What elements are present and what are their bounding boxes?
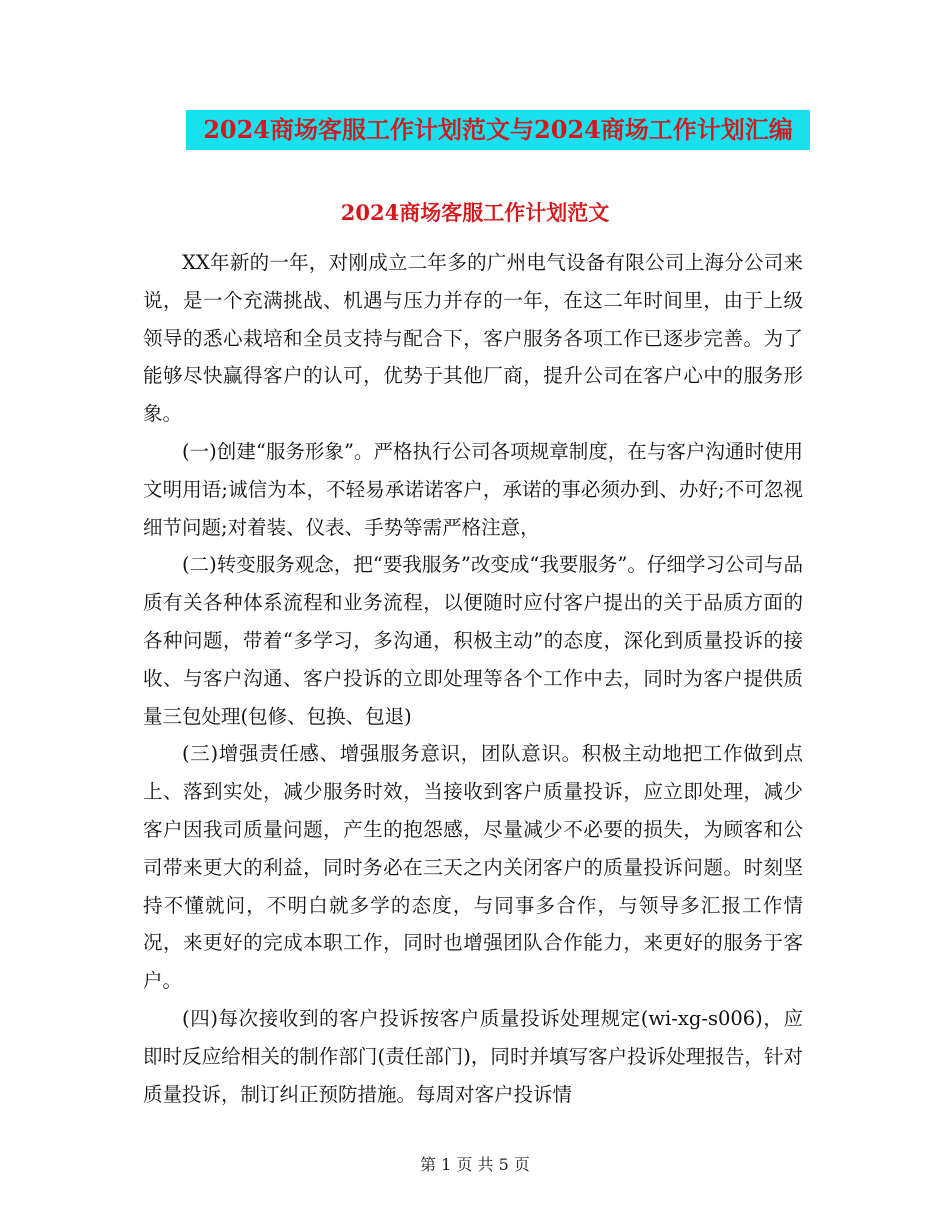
body-paragraph-2: (二)转变服务观念，把“要我服务”改变成“我要服务”。仔细学习公司与品质有关各种体系流程和业务流程，以便随时应付客户提出的关于品质方面的各种问题，带着“多学习，多沟通，积极主动”的态度，深化到质量投诉的接收、与客户沟通、客户投诉的立即处理等各个工作中去，同时为客户提供质量三包处理(包修、包换、包退) bbox=[143, 553, 803, 728]
body-paragraph-1: (一)创建“服务形象”。严格执行公司各项规章制度，在与客户沟通时使用文明用语;诚信为本，不轻易承诺诺客户，承诺的事必须办到、办好;不可忽视细节问题;对着装、仪表、手势等需严格注意， bbox=[143, 439, 803, 539]
body-paragraph-intro: XX年新的一年，对刚成立二年多的广州电气设备有限公司上海分公司来说，是一个充满挑战、机遇与压力并存的一年，在这二年时间里，由于上级领导的悉心栽培和全员支持与配合下，客户服务各项工作已逐步完善。为了能够尽快赢得客户的认可，优势于其他厂商，提升公司在客户心中的服务形象。 bbox=[143, 251, 803, 426]
body-paragraph-3: (三)增强责任感、增强服务意识，团队意识。积极主动地把工作做到点上、落到实处，减少服务时效，当接收到客户质量投诉，应立即处理，减少客户因我司质量问题，产生的抱怨感，尽量减少不必要的损失，为顾客和公司带来更大的利益，同时务必在三天之内关闭客户的质量投诉问题。时刻坚持不懂就问，不明白就多学的态度，与同事多合作，与领导多汇报工作情况，来更好的完成本职工作，同时也增强团队合作能力，来更好的服务于客户。 bbox=[143, 742, 803, 993]
document-section-title: 2024商场客服工作计划范文 bbox=[340, 200, 610, 225]
body-paragraph-4: (四)每次接收到的客户投诉按客户质量投诉处理规定(wi-xg-s006)，应即时反应给相关的制作部门(责任部门)，同时并填写客户投诉处理报告，针对质量投诉，制订纠正预防措施。每周对客户投诉情 bbox=[143, 1006, 803, 1106]
page-footer: 第 1 页 共 5 页 bbox=[420, 1155, 530, 1174]
document-body bbox=[143, 244, 803, 1113]
document-main-title: 2024商场客服工作计划范文与2024商场工作计划汇编 bbox=[186, 110, 810, 150]
